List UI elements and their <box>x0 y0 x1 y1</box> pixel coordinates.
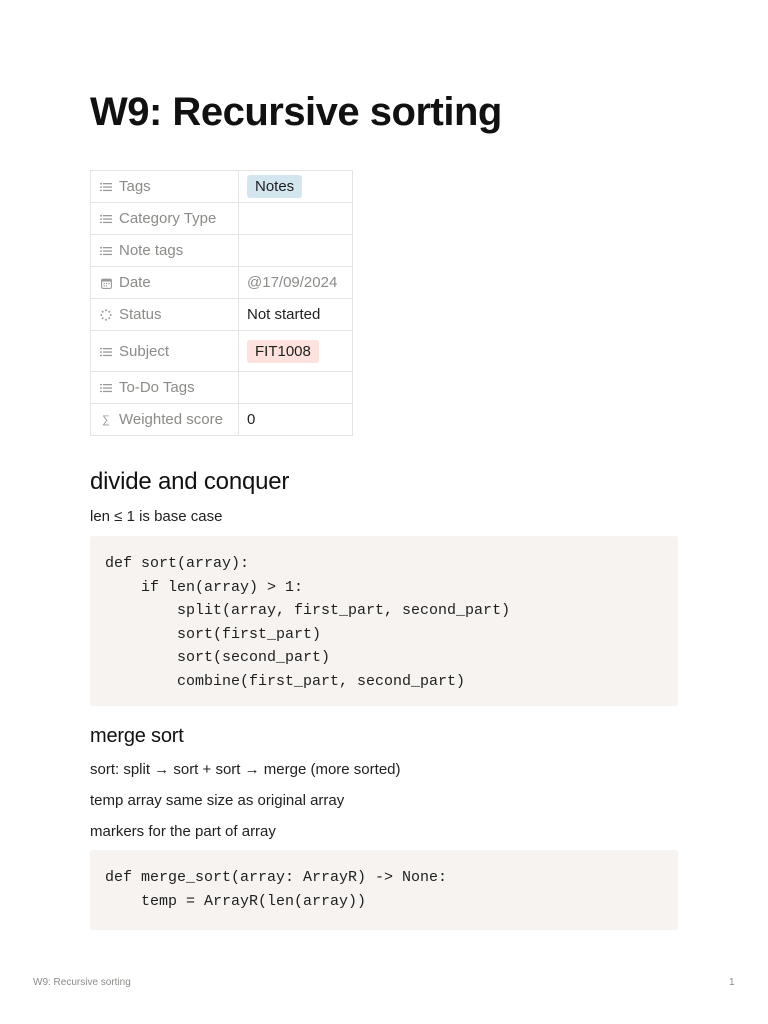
property-value[interactable] <box>239 171 353 203</box>
property-value[interactable] <box>239 203 353 235</box>
property-key-label: Subject <box>119 342 170 360</box>
property-value[interactable] <box>239 372 353 404</box>
property-key <box>91 171 239 203</box>
status-spinner-icon <box>99 309 113 321</box>
property-key-label: Status <box>119 306 162 323</box>
property-row-category-type <box>91 203 353 235</box>
property-row-status <box>91 299 353 331</box>
code-block-merge-sort[interactable] <box>90 850 678 930</box>
property-key-label: Date <box>119 274 151 291</box>
property-key <box>91 235 239 267</box>
property-key <box>91 372 239 404</box>
calendar-icon <box>99 278 113 289</box>
footer-title: W9: Recursive sorting <box>33 977 131 988</box>
subject-pill[interactable]: FIT1008 <box>247 340 319 363</box>
code-text: def merge_sort(array: ArrayR) -> None: temp = ArrayR(len(array)) <box>105 869 448 910</box>
date-value[interactable]: @17/09/2024 <box>239 267 353 299</box>
code-text: def sort(array): if len(array) > 1: split(array, first_part, second_part) sort(first_part) sort(second_part) combine(first_part, second_part) <box>105 555 511 690</box>
score-value[interactable]: 0 <box>239 404 353 436</box>
property-key <box>91 267 239 299</box>
footer-page-number: 1 <box>729 977 735 988</box>
property-row-todo-tags <box>91 372 353 404</box>
property-row-note-tags <box>91 235 353 267</box>
page-title: W9: Recursive sorting <box>90 90 502 134</box>
property-row-weighted-score <box>91 404 353 436</box>
property-row-subject <box>91 331 353 372</box>
properties-table <box>90 170 353 436</box>
property-key <box>91 299 239 331</box>
property-key-label: Category Type <box>119 210 217 227</box>
property-row-tags <box>91 171 353 203</box>
tag-pill[interactable]: Notes <box>247 175 302 198</box>
section-heading-merge-sort: merge sort <box>90 725 184 747</box>
property-value[interactable] <box>239 235 353 267</box>
property-key <box>91 331 239 372</box>
property-value[interactable] <box>239 331 353 372</box>
property-key-label: Tags <box>119 178 151 195</box>
property-key-label: Note tags <box>119 242 184 259</box>
list-icon <box>99 182 113 192</box>
list-icon <box>99 347 113 357</box>
section-heading-divide-and-conquer: divide and conquer <box>90 468 290 495</box>
paragraph-temp-array: temp array same size as original array <box>90 792 345 809</box>
list-icon <box>99 246 113 256</box>
property-key-label: Weighted score <box>119 411 223 428</box>
property-key-label: To-Do Tags <box>119 379 195 396</box>
paragraph-markers: markers for the part of array <box>90 823 276 840</box>
property-key <box>91 203 239 235</box>
property-key <box>91 404 239 436</box>
list-icon <box>99 214 113 224</box>
sigma-icon: ∑ <box>102 414 110 427</box>
code-block-sort[interactable] <box>90 536 678 706</box>
paragraph-base-case: len ≤ 1 is base case <box>90 508 223 525</box>
paragraph-merge-steps: sort: split → sort + sort → merge (more sorted) <box>90 761 401 778</box>
list-icon <box>99 383 113 393</box>
status-value[interactable]: Not started <box>239 299 353 331</box>
property-row-date <box>91 267 353 299</box>
